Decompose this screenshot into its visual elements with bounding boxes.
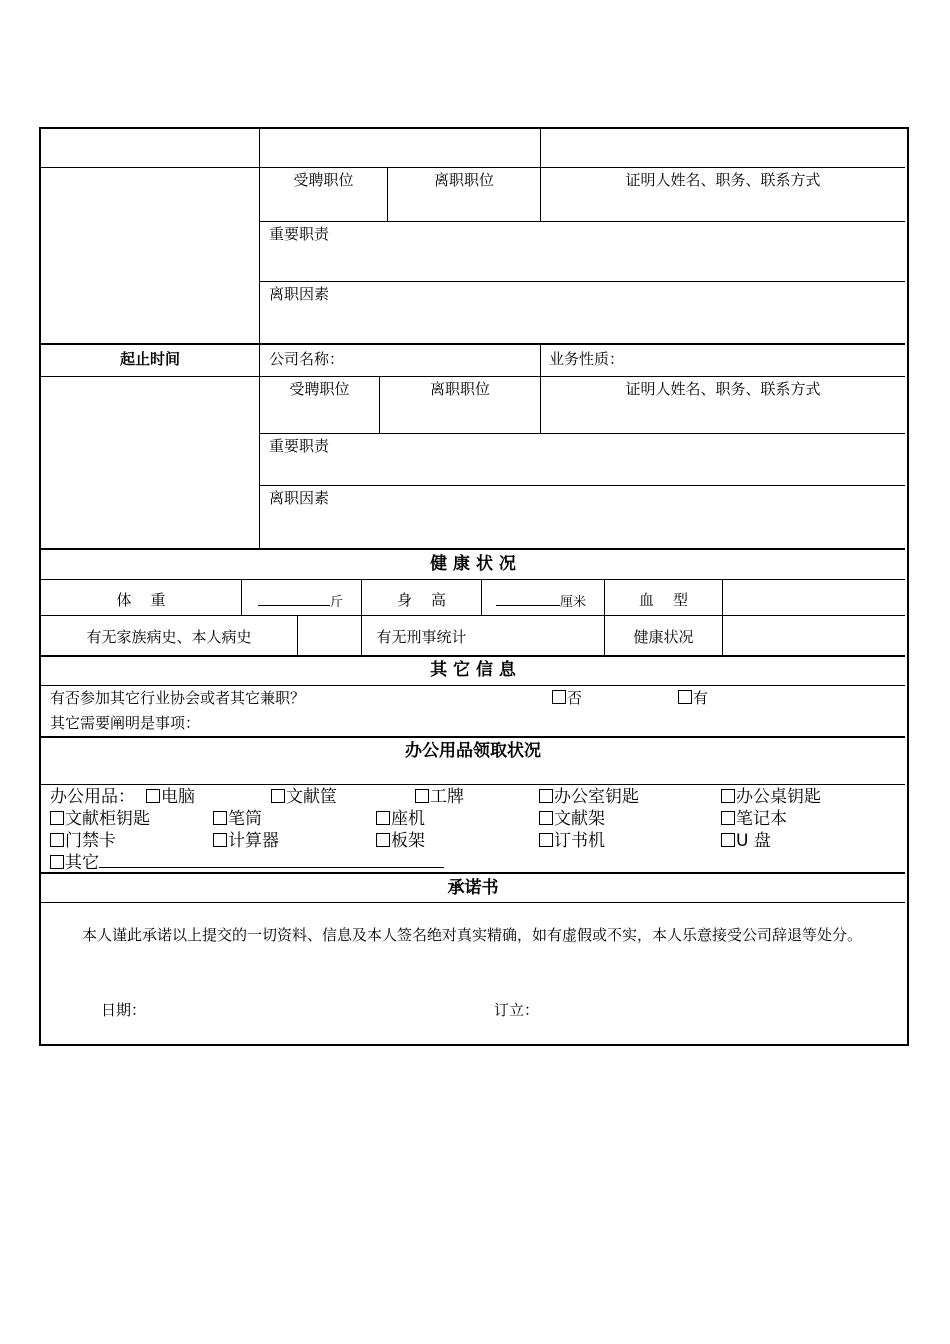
row-divider — [260, 221, 905, 222]
item-cabinet-key[interactable]: 文献柜钥匙 — [50, 810, 150, 828]
hired-position-label: 受聘职位 — [293, 171, 354, 189]
pledge-text: 本人谨此承诺以上提交的一切资料、信息及本人签名绝对真实精确，如有虚假或不实，本人乐意接受公司辞退等处分。 — [82, 926, 863, 944]
item-board-rack[interactable]: 板架 — [376, 832, 425, 850]
item-desk-phone[interactable]: 座机 — [376, 810, 425, 828]
row-divider — [41, 579, 905, 580]
leave-reason-label: 离职因素 — [269, 489, 330, 507]
weight-field[interactable] — [258, 591, 343, 612]
form-frame — [39, 127, 909, 1046]
health-status-label: 健康状况 — [633, 628, 694, 646]
item-stapler[interactable]: 订书机 — [539, 832, 605, 850]
row-divider — [41, 655, 905, 657]
leave-position-label: 离职职位 — [433, 171, 494, 189]
item-computer[interactable]: 电脑 — [146, 788, 195, 806]
item-office-key[interactable]: 办公室钥匙 — [539, 788, 639, 806]
row-divider — [41, 784, 905, 785]
item-notebook[interactable]: 笔记本 — [721, 810, 787, 828]
row-divider — [41, 343, 905, 345]
item-other[interactable]: 其它 — [50, 854, 444, 872]
checkbox-icon — [50, 855, 64, 869]
row-divider — [41, 872, 905, 874]
checkbox-icon — [539, 811, 553, 825]
signature-label: 订立： — [494, 1001, 540, 1019]
option-no[interactable]: 否 — [552, 689, 582, 707]
business-label: 业务性质： — [549, 350, 625, 368]
checkbox-icon — [721, 789, 735, 803]
duties-label: 重要职责 — [269, 225, 330, 243]
checkbox-icon — [678, 690, 692, 704]
association-question: 有否参加其它行业协会或者其它兼职？ — [50, 689, 306, 707]
checkbox-icon — [721, 833, 735, 847]
item-usb-drive[interactable]: U 盘 — [721, 832, 771, 850]
date-label: 日期： — [101, 1001, 147, 1019]
other-info-title: 其 它 信 息 — [430, 660, 516, 680]
height-label: 身 高 — [396, 591, 447, 609]
row-divider — [260, 433, 905, 434]
height-field[interactable] — [496, 591, 586, 612]
col-divider — [481, 579, 482, 615]
notes-label: 其它需要阐明是事项： — [50, 714, 201, 732]
checkbox-icon — [539, 833, 553, 847]
checkbox-icon — [376, 833, 390, 847]
checkbox-icon — [213, 833, 227, 847]
row-divider — [41, 902, 905, 903]
leave-reason-label: 离职因素 — [269, 285, 330, 303]
row-divider — [260, 485, 905, 486]
checkbox-icon — [271, 789, 285, 803]
item-badge[interactable]: 工牌 — [415, 788, 464, 806]
col-divider — [259, 129, 260, 548]
checkbox-icon — [376, 811, 390, 825]
checkbox-icon — [415, 789, 429, 803]
weight-unit: 斤 — [330, 595, 344, 610]
period-label: 起止时间 — [119, 350, 180, 368]
row-divider — [41, 548, 905, 550]
criminal-record-label: 有无刑事统计 — [376, 628, 467, 646]
height-unit: 厘米 — [560, 595, 587, 610]
checkbox-icon — [721, 811, 735, 825]
option-yes[interactable]: 有 — [678, 689, 708, 707]
health-section-title: 健 康 状 况 — [430, 554, 516, 574]
row-divider — [260, 281, 905, 282]
reference-label: 证明人姓名、职务、联系方式 — [625, 380, 821, 398]
row-divider — [41, 685, 905, 686]
office-supplies-title: 办公用品领取状况 — [405, 741, 541, 761]
pledge-title: 承诺书 — [447, 878, 499, 898]
checkbox-icon — [50, 833, 64, 847]
blood-type-label: 血 型 — [638, 591, 689, 609]
row-divider — [41, 736, 905, 738]
row-divider — [41, 376, 905, 377]
hired-position-label: 受聘职位 — [289, 380, 350, 398]
reference-label: 证明人姓名、职务、联系方式 — [625, 171, 821, 189]
company-label: 公司名称： — [269, 350, 345, 368]
item-calculator[interactable]: 计算器 — [213, 832, 279, 850]
office-supplies-prefix: 办公用品： — [50, 787, 135, 807]
other-item-blank[interactable] — [99, 854, 444, 868]
item-desk-key[interactable]: 办公桌钥匙 — [721, 788, 821, 806]
col-divider — [722, 579, 723, 655]
item-access-card[interactable]: 门禁卡 — [50, 832, 116, 850]
col-divider — [241, 579, 242, 615]
checkbox-icon — [50, 811, 64, 825]
col-divider — [297, 615, 298, 655]
checkbox-icon — [539, 789, 553, 803]
checkbox-icon — [146, 789, 160, 803]
row-divider — [41, 167, 905, 168]
weight-label: 体 重 — [116, 591, 166, 609]
item-document-basket[interactable]: 文献筐 — [271, 788, 337, 806]
item-pen-holder[interactable]: 笔筒 — [213, 810, 262, 828]
duties-label: 重要职责 — [269, 437, 330, 455]
medical-history-label: 有无家族病史、本人病史 — [86, 628, 252, 646]
row-divider — [41, 615, 905, 616]
checkbox-icon — [213, 811, 227, 825]
checkbox-icon — [552, 690, 566, 704]
leave-position-label: 离职职位 — [429, 380, 490, 398]
item-document-rack[interactable]: 文献架 — [539, 810, 605, 828]
